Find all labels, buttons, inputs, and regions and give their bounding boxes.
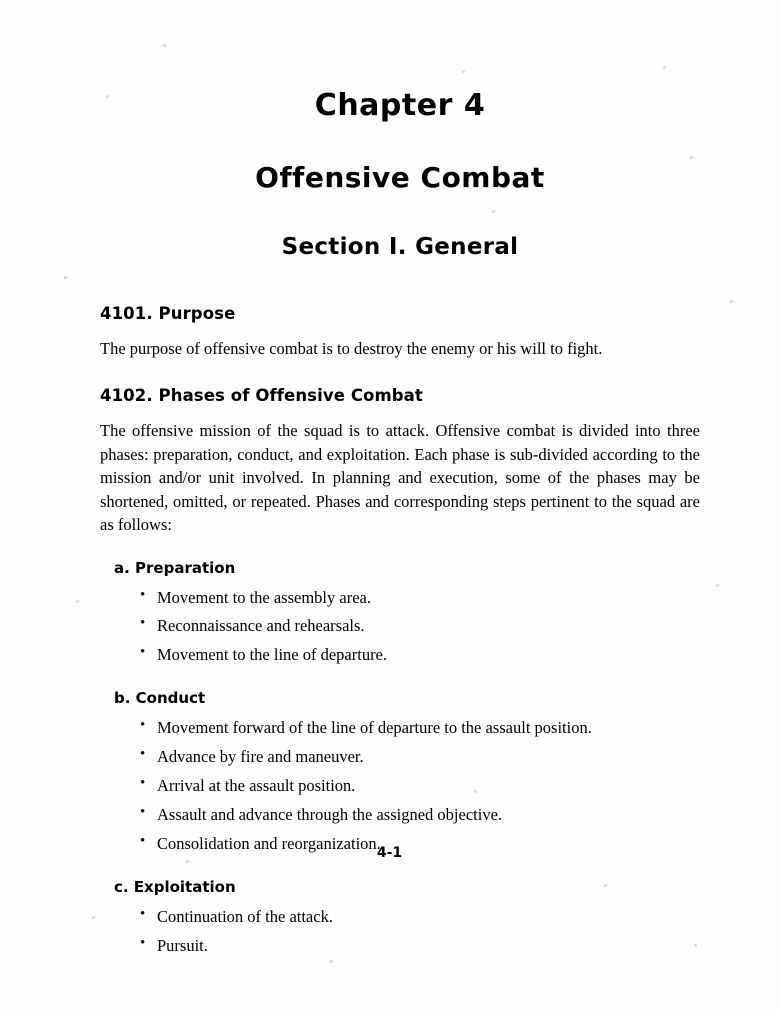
paragraph-heading-4102: 4102. Phases of Offensive Combat xyxy=(100,386,423,406)
page-number: 4-1 xyxy=(376,845,403,861)
scan-speck xyxy=(663,66,666,69)
bullet-list-preparation xyxy=(114,586,700,668)
list-item: • Reconnaissance and rehearsals. xyxy=(140,614,700,638)
subsection-preparation xyxy=(100,559,700,668)
paragraph-text-4101: The purpose of offensive combat is to destroy the enemy or his will to fight. xyxy=(100,339,603,358)
subsection-conduct xyxy=(100,689,700,856)
scan-speck xyxy=(730,300,733,303)
list-item: • Advance by fire and maneuver. xyxy=(140,745,700,769)
scan-speck xyxy=(92,916,95,919)
subsection-label-preparation: a. Preparation xyxy=(114,558,236,577)
list-item: • Movement to the assembly area. xyxy=(140,586,700,610)
chapter-title: Chapter 4 xyxy=(314,88,486,123)
list-item: • Movement to the line of departure. xyxy=(140,643,700,667)
scan-speck xyxy=(462,70,465,73)
list-item: • Assault and advance through the assigned objective. xyxy=(140,803,700,827)
page-title: Offensive Combat xyxy=(255,161,545,194)
list-item: • Continuation of the attack. xyxy=(140,905,700,929)
section-title: Section I. General xyxy=(281,234,519,260)
list-item: • Pursuit. xyxy=(140,934,700,958)
document-body xyxy=(100,88,700,963)
subsection-exploitation xyxy=(100,878,700,958)
bullet-list-exploitation xyxy=(114,905,700,958)
list-item: • Arrival at the assault position. xyxy=(140,774,700,798)
list-item: • Consolidation and reorganization. xyxy=(140,832,700,856)
bullet-list-conduct xyxy=(114,716,700,856)
paragraph-heading-4101: 4101. Purpose xyxy=(100,304,236,323)
subsection-label-conduct: b. Conduct xyxy=(114,689,206,708)
subsection-label-exploitation: c. Exploitation xyxy=(114,877,236,896)
scan-speck xyxy=(163,44,166,47)
scan-speck xyxy=(76,600,79,603)
scan-speck xyxy=(716,584,719,587)
scan-speck xyxy=(64,276,67,279)
paragraph-text-4102: The offensive mission of the squad is to attack. Offensive combat is divided into three phases: preparation, conduct, and exploitation. Each phase is sub-divided according to the mission and/or unit involved. In planning and execution, some of the phases may be shortened, omitted, or repeated. Phases and corresponding steps pertinent to the squad are as follows: xyxy=(100,421,700,535)
list-item: • Movement forward of the line of departure to the assault position. xyxy=(140,716,700,740)
